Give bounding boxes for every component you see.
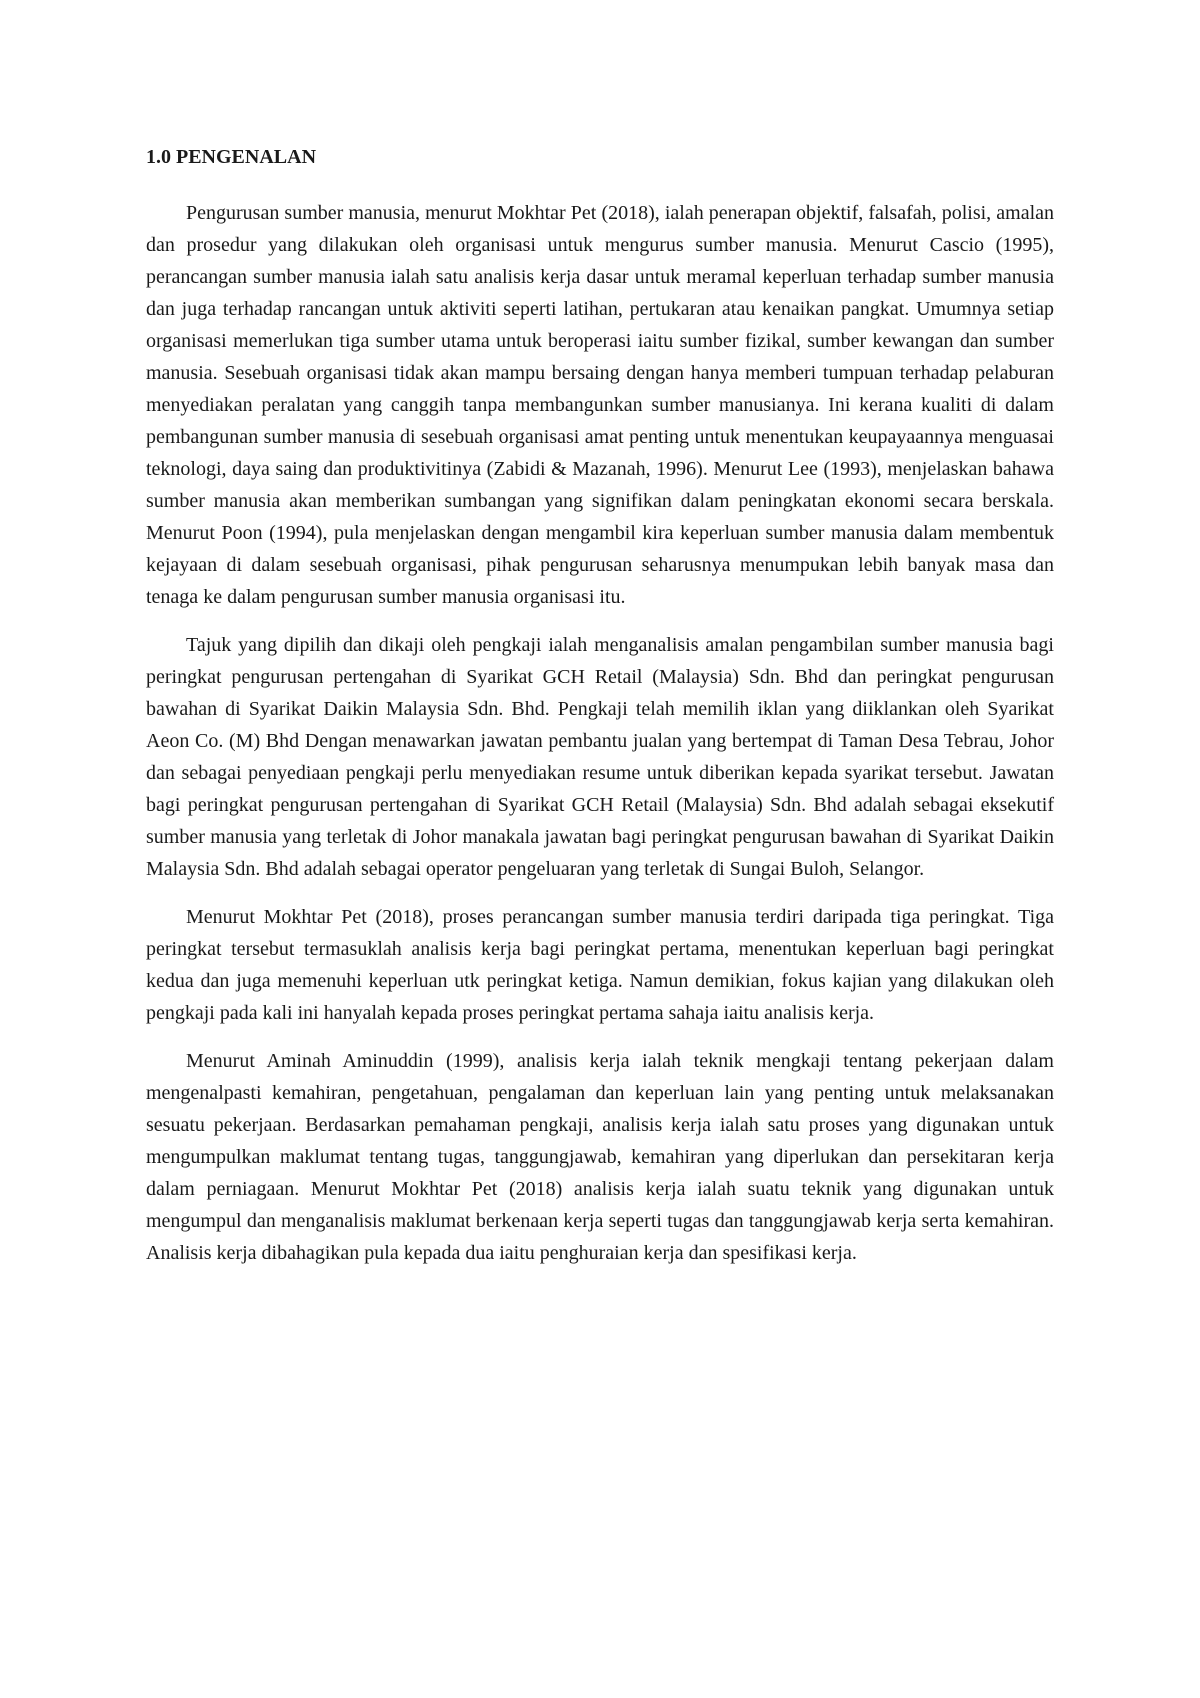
paragraph-4: Menurut Aminah Aminuddin (1999), analisis kerja ialah teknik mengkaji tentang pekerjaan dalam mengenalpasti kemahiran, pengetahuan, pengalaman dan keperluan lain yang penting untuk melaksanakan sesuatu pekerjaan. Berdasarkan pemahaman pengkaji, analisis kerja ialah satu proses yang digunakan untuk mengumpulkan maklumat tentang tugas, tanggungjawab, kemahiran yang diperlukan dan persekitaran kerja dalam perniagaan. Menurut Mokhtar Pet (2018) analisis kerja ialah suatu teknik yang digunakan untuk mengumpul dan menganalisis maklumat berkenaan kerja seperti tugas dan tanggungjawab kerja serta kemahiran. Analisis kerja dibahagikan pula kepada dua iaitu penghuraian kerja dan spesifikasi kerja. [146, 1050, 1054, 1264]
section-heading: 1.0 PENGENALAN [146, 146, 317, 168]
paragraph-2: Tajuk yang dipilih dan dikaji oleh pengkaji ialah menganalisis amalan pengambilan sumber manusia bagi peringkat pengurusan pertengahan di Syarikat GCH Retail (Malaysia) Sdn. Bhd dan peringkat pengurusan bawahan di Syarikat Daikin Malaysia Sdn. Bhd. Pengkaji telah memilih iklan yang diiklankan oleh Syarikat Aeon Co. (M) Bhd Dengan menawarkan jawatan pembantu jualan yang bertempat di Taman Desa Tebrau, Johor dan sebagai penyediaan pengkaji perlu menyediakan resume untuk diberikan kepada syarikat tersebut. Jawatan bagi peringkat pengurusan pertengahan di Syarikat GCH Retail (Malaysia) Sdn. Bhd adalah sebagai eksekutif sumber manusia yang terletak di Johor manakala jawatan bagi peringkat pengurusan bawahan di Syarikat Daikin Malaysia Sdn. Bhd adalah sebagai operator pengeluaran yang terletak di Sungai Buloh, Selangor. [146, 634, 1054, 880]
paragraph-3: Menurut Mokhtar Pet (2018), proses perancangan sumber manusia terdiri daripada tiga peringkat. Tiga peringkat tersebut termasuklah analisis kerja bagi peringkat pertama, menentukan keperluan bagi peringkat kedua dan juga memenuhi keperluan utk peringkat ketiga. Namun demikian, fokus kajian yang dilakukan oleh pengkaji pada kali ini hanyalah kepada proses peringkat pertama sahaja iaitu analisis kerja. [146, 906, 1054, 1024]
document-body [146, 141, 1054, 1285]
paragraph-1: Pengurusan sumber manusia, menurut Mokhtar Pet (2018), ialah penerapan objektif, falsafah, polisi, amalan dan prosedur yang dilakukan oleh organisasi untuk mengurus sumber manusia. Menurut Cascio (1995), perancangan sumber manusia ialah satu analisis kerja dasar untuk meramal keperluan terhadap sumber manusia dan juga terhadap rancangan untuk aktiviti seperti latihan, pertukaran atau kenaikan pangkat. Umumnya setiap organisasi memerlukan tiga sumber utama untuk beroperasi iaitu sumber fizikal, sumber kewangan dan sumber manusia. Sesebuah organisasi tidak akan mampu bersaing dengan hanya memberi tumpuan terhadap pelaburan menyediakan peralatan yang canggih tanpa membangunkan sumber manusianya. Ini kerana kualiti di dalam pembangunan sumber manusia di sesebuah organisasi amat penting untuk menentukan keupayaannya menguasai teknologi, daya saing dan produktivitinya (Zabidi & Mazanah, 1996). Menurut Lee (1993), menjelaskan bahawa sumber manusia akan memberikan sumbangan yang signifikan dalam peningkatan ekonomi secara berskala. Menurut Poon (1994), pula menjelaskan dengan mengambil kira keperluan sumber manusia dalam membentuk kejayaan di dalam sesebuah organisasi, pihak pengurusan seharusnya menumpukan lebih banyak masa dan tenaga ke dalam pengurusan sumber manusia organisasi itu. [146, 202, 1054, 608]
